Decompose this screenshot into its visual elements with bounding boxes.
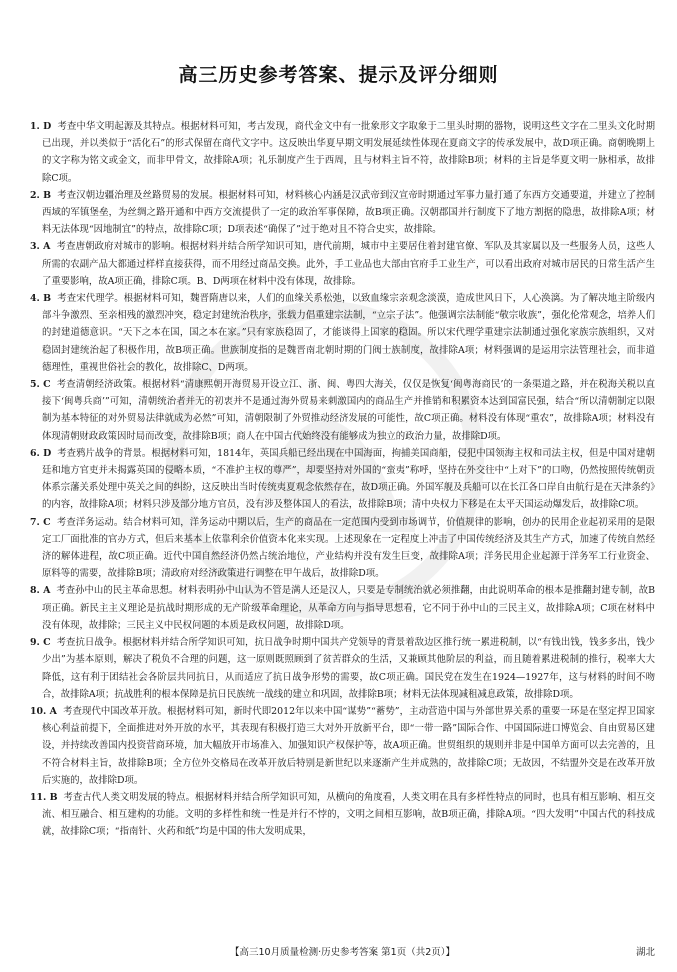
answer-item [30,789,655,841]
footer-region: 湖北 [635,947,655,958]
page-footer [30,944,655,960]
answer-explanation: 考查现代中国改革开放。根据材料可知，新时代即2012年以来中国“谋势”“蓄势”，主动营造中国与外部世界关系的重要一环是在坚定捍卫国家核心利益前提下，全面推进对外开放的水平，其表现有积极打造三大对外开放新平台，即“一带一路”国际合作、中国国际进口博览会、自由贸易区建设，并持续改善国内投资营商环境，加大幅放开市场准入、加强知识产权保护等，故A项正确。世贸组织的规则并非是中国单方面可以去完善的，且不符合材料主旨，故排除B项；全方位外交格局在改革开放后特别是新世纪以来逐渐产生并成熟的，故排除C项；无故因，不结盟外交是在改革开放后实施的，故排除D项。 [42,705,655,786]
answer-item [30,514,655,583]
page-title: 高三历史参考答案、提示及评分细则 [178,64,499,86]
answers-list [30,118,655,841]
answer-number: 3. A [30,241,51,253]
answer-item [30,118,655,187]
answer-number: 2. B [30,189,52,201]
answer-number: 10. A [30,705,57,717]
answer-item [30,634,655,703]
footer-page-info: 【高三10月质量检测·历史参考答案 第1页（共2页）】 [230,947,455,958]
answer-number: 5. C [30,379,51,391]
answer-item [30,376,655,445]
answer-explanation: 考查宋代理学。根据材料可知，魏晋隋唐以来，人们的血缘关系松弛，以致血缘宗亲观念淡漠，造成世风日下，人心涣漓。为了解决地主阶级内部斗争激烈、至亲相残的激烈冲突，稳定封建统治秩序，张载力倡重建宗法制，“立宗子法”。他强调宗法制能“敬宗收族”，强化伦常观念，培养人们的封建道德意识。“天下之本在国，国之本在家。”只有家族稳固了，才能谈得上国家的稳固。所以宋代理学重建宗法制通过强化家族宗族组织，又对稳固封建统治起了积极作用，故B项正确。世族制度指的是魏晋南北朝时期的门阀士族制度，故排除A项；材料强调的是运用宗法管理社会，而非道德理性，重视世俗社会的教化，故排除C、D两项。 [42,293,655,373]
answer-explanation: 考查鸦片战争的背景。根据材料可知，1814年，英国兵船已经出现在中国海面，拘捕美国商船，侵犯中国领海主权和司法主权，但是中国对建朝廷和地方官吏并未揭露英国的侵略本质，“不准护主权的尊严”，却要坚持对外国的“蛮夷”称呼，坚持在外交往中“上对下”的口吻，仍然按照传统朝贡体系宗藩关系处理中英关之间的纠纷，这反映出当时传统夷夏观念依然存在，故D项正确。外国军舰及兵船可以在长江各口岸自由航行是在天津条约》的内容，故排除A项；材料只涉及部分地方官员，没有涉及整体国人的看法，故排除B项；清中央权力下移是在太平天国运动爆发后，故排除C项。 [42,447,655,511]
answer-item [30,290,655,376]
answer-item [30,238,655,290]
answer-item [30,582,655,634]
answer-explanation: 考查古代人类文明发展的特点。根据材料并结合所学知识可知，从横向的角度看，人类文明在具有多样性特点的同时，也具有相互影响、相互交流、相互融合、相互建构的功能。文明的多样性和统一性是并行不悖的，文明之间相互影响，故B项正确，排除A项。“四大发明”中国古代的科技成就，故排除C项；“指南针、火药和纸”均是中国的伟大发明成果， [42,791,655,838]
answer-number: 11. B [30,791,58,803]
answer-explanation: 考查唐朝政府对城市的影响。根据材料并结合所学知识可知，唐代前期，城市中主要居住着封建官僚、军队及其家属以及一些服务人员，这些人所需的农副产品大都通过样样直接获得，而不用经过商品交换。此外，手工业品也大部由官府手工业生产，可以看出政府对城市居民的日常生活产生了重要影响，故A项正确，排除C项。B、D两项在材料中没有体现，故排除。 [42,241,655,287]
answer-number: 9. C [30,637,51,649]
answer-number: 8. A [30,585,51,597]
answer-number: 4. B [30,293,52,305]
answer-explanation: 考查汉朝边疆治理及丝路贸易的发展。根据材料可知，材料核心内涵是汉武帝到汉宣帝时期通过军事力量打通了东西方交通要道，并建立了控制西域的军镇堡垒，为丝绸之路开通和中西方交流提供了一定的政治军事保障，故B项正确。汉朝郡国并行制度下了地方割据的隐患，故排除A项；材料无法体现“因地制宜”的特点，故排除C项；D项表述“确保了”过于绝对且不符合史实，故排除。 [42,189,655,236]
answer-item [30,187,655,239]
answer-explanation: 考查中华文明起源及其特点。根据材料可知，考古发现，商代金文中有一批象形文字取象于二里头时期的器物，说明这些文字在二里头文化时期已出现，并以类似于“活化石”的形式保留在商代文字中。这反映出华夏早期文明发展延续性体现在夏商文字的传承发展中，故D项正确。商朝晚期上的文字称为铭文或金文，而非甲骨文，故排除A项；礼乐制度产生于西周，且与材料主旨不符，故排除B项；材料的主旨是华夏文明一脉相承，故排除C项。 [42,121,655,184]
answer-number: 7. C [30,516,51,528]
answer-explanation: 考查洋务运动。结合材料可知，洋务运动中期以后，生产的商品在一定范围内受到市场调节，价值规律的影响，创办的民用企业起初采用的是限定工厂面批准的官办方式，但后来基本上依靠利余价值资本化来实现。上述现象在一定程度上冲击了中国传统经济及其生产方式，加速了传统自然经济的解体进程，故C项正确。近代中国自然经济仍然占统治地位，产业结构并没有发生巨变，故排除A项；洋务民用企业起源于洋务军工行业资金、原料等的需要，故排除B项；清政府对经济政策进行调整在甲午战后，故排除D项。 [42,516,655,580]
answer-number: 6. D [30,447,52,459]
answer-explanation: 考查孙中山的民主革命思想。材料表明孙中山认为不管是满人还是汉人，只要是专制统治就必须推翻，由此说明革命的根本是推翻封建专制，故B项正确。新民主主义理论是抗战时期形成的无产阶级革命理论，从革命方向与指导思想看，它不同于孙中山的三民主义，故排除A项；C项在材料中没有体现，故排除；三民主义中民权问题的本质是政权问题，故排除D项。 [42,585,655,631]
answer-item [30,445,655,514]
answer-number: 1. D [30,121,52,132]
answer-item [30,703,655,789]
answer-explanation: 考查抗日战争。根据材料并结合所学知识可知，抗日战争时期中国共产党领导的背景着敌边区推行统一累进税制，以“有钱出钱，钱多多出，钱少少出”为基本原则，解决了税负不合理的问题，这一原则既照顾到了贫苦群众的生活，又兼顾其他阶层的利益，而且随着累进税制的推行，税率大大降低，这有利于团结社会各阶层共同抗日，从而适应了抗日战争形势的需要，故C项正确。国民党在发生在1924—1927年，这与材料的时间不吻合，故排除A项；抗战胜利的根本保障是抗日民族统一战线的建立和巩固，故排除B项；材料无法体现减租减息政策，故排除D项。 [42,637,655,700]
answer-explanation: 考查清朝经济政策。根据材料“清康熙朝开海贸易开设立江、浙、闽、粤四大海关，仅仅是恢复‘闽粤海商民’的一条渠道之路，并在税海关税以直接下‘闽粤兵商’”可知，清朝统治者并无的初衷并不是通过海外贸易来刺激国内的商品生产并推销和积累资本达到国富民强，结合“所以清朝制定以限制为基本特征的对外贸易法律就成为必然”可知，清朝限制了外贸推动经济发展的可能性，故C项正确。材料没有体现“重农”，故排除A项；材料没有体现清朝财政政策因时局而改变，故排除B项；商人在中国古代始终没有能够成为独立的政治力量，故排除D项。 [42,379,655,442]
